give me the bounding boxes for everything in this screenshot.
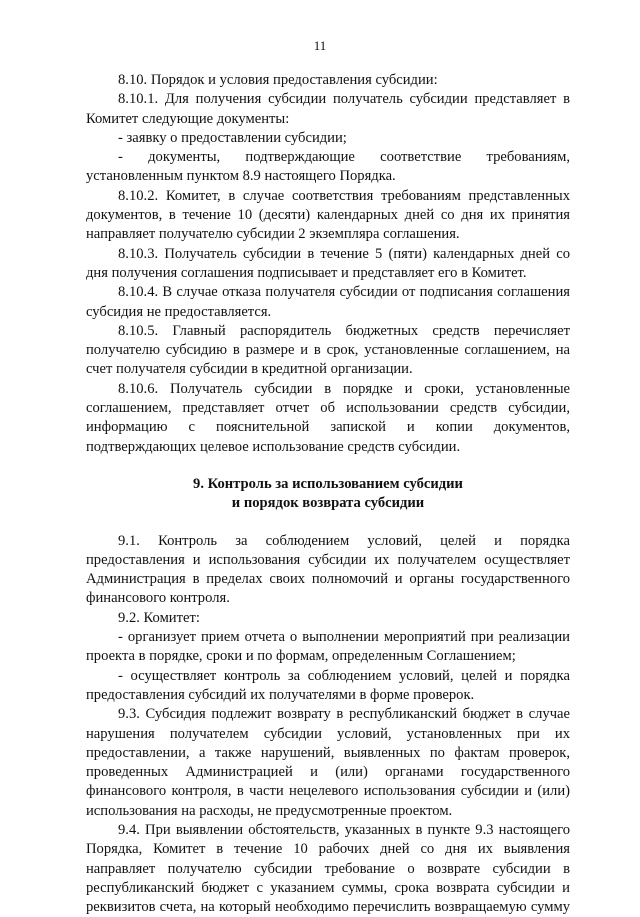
list-item-control-inspections: - осуществляет контроль за соблюдением условий, целей и порядка предоставления субсидий их получателями в форме проверок. [86, 667, 570, 703]
list-item-documents: - документы, подтверждающие соответствие требованиям, установленным пунктом 8.9 настоящего Порядка. [86, 149, 570, 185]
paragraph-8-10-4: 8.10.4. В случае отказа получателя субсидии от подписания соглашения субсидия не предоставляется. [86, 284, 570, 320]
paragraph-8-10-1: 8.10.1. Для получения субсидии получатель субсидии представляет в Комитет следующие документы: [86, 91, 570, 127]
paragraph-9-2: 9.2. Комитет: [118, 609, 200, 626]
paragraph-9-3: 9.3. Субсидия подлежит возврату в республиканский бюджет в случае нарушения получателем субсидии условий, установленных при их предоставлении, а также нарушений, выявленных по фактам проверок, проведенных Администрацией и (или) органами государственного финансового контроля, в части нецелевого использования субсидии и (или) использования на расходы, не предусмотренные проектом. [86, 706, 570, 819]
paragraph-8-10-6: 8.10.6. Получатель субсидии в порядке и сроки, установленные соглашением, представляет отчет об использовании средств субсидии, информацию с пояснительной запиской и копии документов, подтверждающих целевое использование средств субсидии. [86, 380, 570, 455]
paragraph-9-1: 9.1. Контроль за соблюдением условий, целей и порядка предоставления и использования субсидии их получателем осуществляет Администрация в пределах своих полномочий и органы государственного финансового контроля. [86, 532, 570, 607]
document-body [86, 71, 570, 917]
section-9-heading-line-2: и порядок возврата субсидии [231, 495, 425, 512]
list-item-report-acceptance: - организует прием отчета о выполнении мероприятий при реализации проекта в порядке, сроки и по формам, определенным Соглашением; [86, 629, 570, 665]
page-number: 11 [313, 38, 327, 53]
list-item-application: - заявку о предоставлении субсидии; [118, 129, 347, 146]
paragraph-8-10-5: 8.10.5. Главный распорядитель бюджетных средств перечисляет получателю субсидию в размере и в срок, установленные соглашением, на счет получателя субсидии в кредитной организации. [86, 322, 570, 378]
section-9-heading [86, 475, 570, 514]
paragraph-9-4: 9.4. При выявлении обстоятельств, указанных в пункте 9.3 настоящего Порядка, Комитет в течение 10 рабочих дней со дня их выявления направляет получателю субсидии требование о возврате субсидии в республиканский бюджет с указанием суммы, срока возврата субсидии и реквизитов счета, на который необходимо перечислить возвращаемую сумму [86, 821, 570, 916]
section-9-heading-line-1: 9. Контроль за использованием субсидии [193, 475, 463, 492]
paragraph-8-10-3: 8.10.3. Получатель субсидии в течение 5 (пяти) календарных дней со дня получения соглашения подписывает и представляет его в Комитет. [86, 245, 570, 281]
paragraph-8-10-2: 8.10.2. Комитет, в случае соответствия требованиям представленных документов, в течение 10 (десяти) календарных дней со дня их принятия направляет получателю субсидии 2 экземпляра соглашения. [86, 187, 570, 243]
paragraph-8-10: 8.10. Порядок и условия предоставления субсидии: [118, 72, 438, 88]
